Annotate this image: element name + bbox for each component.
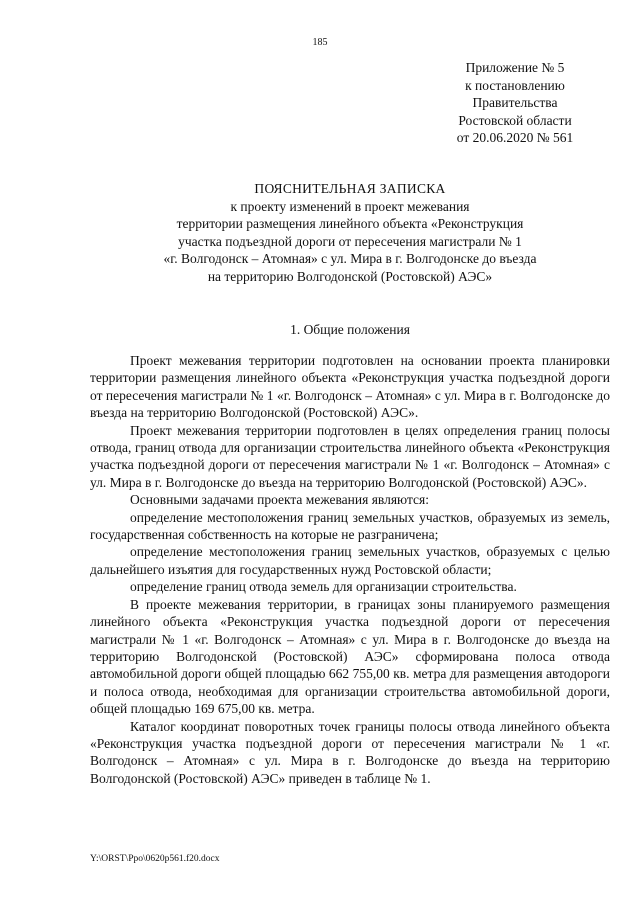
paragraph: Основными задачами проекта межевания являются: bbox=[130, 492, 429, 508]
paragraph: определение местоположения границ земельных участков, образуемых из земель, государственная собственность на которые не разграничена; bbox=[90, 509, 610, 543]
title-line: «г. Волгодонск – Атомная» с ул. Мира в г. Волгодонске до въезда bbox=[163, 251, 537, 266]
paragraph: определение границ отвода земель для организации строительства. bbox=[130, 579, 517, 595]
paragraph: Каталог координат поворотных точек границы полосы отвода линейного объекта «Реконструкция участка подъездной дороги от пересечения магистрали № 1 «г. Волгодонск – Атомная» с ул. Мира в г. Волгодонске до въезда на территорию Волгодонской (Ростовской) АЭС» приведен в таблице № 1. bbox=[90, 718, 610, 786]
file-path-footer: Y:\ORST\Ppo\0620p561.f20.docx bbox=[90, 854, 220, 864]
appendix-line: от 20.06.2020 № 561 bbox=[456, 130, 574, 145]
title-line: территории размещения линейного объекта «Реконструкция bbox=[176, 216, 524, 231]
appendix-block bbox=[440, 59, 590, 147]
title-line: на территорию Волгодонской (Ростовской) АЭС» bbox=[207, 268, 493, 284]
appendix-line: Приложение № 5 bbox=[465, 60, 565, 75]
title-line: участка подъездной дороги от пересечения магистрали № 1 bbox=[178, 233, 522, 249]
document-title-block bbox=[90, 180, 610, 285]
paragraph: В проекте межевания территории, в границах зоны планируемого размещения линейного объекта «Реконструкция участка подъездной дороги от пересечения магистрали № 1 «г. Волгодонск – Атомная» с ул. Мира в г. Волгодонске до въезда на территорию Волгодонской (Ростовской) АЭС» сформирована полоса отвода автомобильной дороги общей площадью 662 755,00 кв. метра для размещения автодороги и полоса отвода, необходимая для организации строительства автомобильной дороги, общей площадью 169 675,00 кв. метра. bbox=[90, 596, 610, 717]
paragraph: определение местоположения границ земельных участков, образуемых с целью дальнейшего изъятия для государственных нужд Ростовской области; bbox=[90, 544, 610, 577]
section-body bbox=[90, 352, 610, 787]
section-heading: 1. Общие положения bbox=[290, 322, 410, 337]
document-title: ПОЯСНИТЕЛЬНАЯ ЗАПИСКА bbox=[254, 181, 446, 196]
title-line: к проекту изменений в проект межевания bbox=[230, 198, 470, 214]
page-number: 185 bbox=[312, 37, 328, 48]
appendix-line: к постановлению bbox=[465, 77, 565, 93]
appendix-line: Ростовской области bbox=[458, 112, 572, 128]
paragraph: Проект межевания территории подготовлен в целях определения границ полосы отвода, границ отвода для организации строительства линейного объекта «Реконструкция участка подъездной дороги от пересечения магистрали № 1 «г. Волгодонск – Атомная» с ул. Мира в г. Волгодонске до въезда на территорию Волгодонской (Ростовской) АЭС». bbox=[90, 422, 610, 490]
appendix-line: Правительства bbox=[472, 95, 558, 110]
paragraph: Проект межевания территории подготовлен на основании проекта планировки территории размещения линейного объекта «Реконструкция участка подъездной дороги от пересечения магистрали № 1 «г. Волгодонск – Атомная» с ул. Мира в г. Волгодонске до въезда на территорию Волгодонской (Ростовской) АЭС». bbox=[90, 353, 610, 421]
